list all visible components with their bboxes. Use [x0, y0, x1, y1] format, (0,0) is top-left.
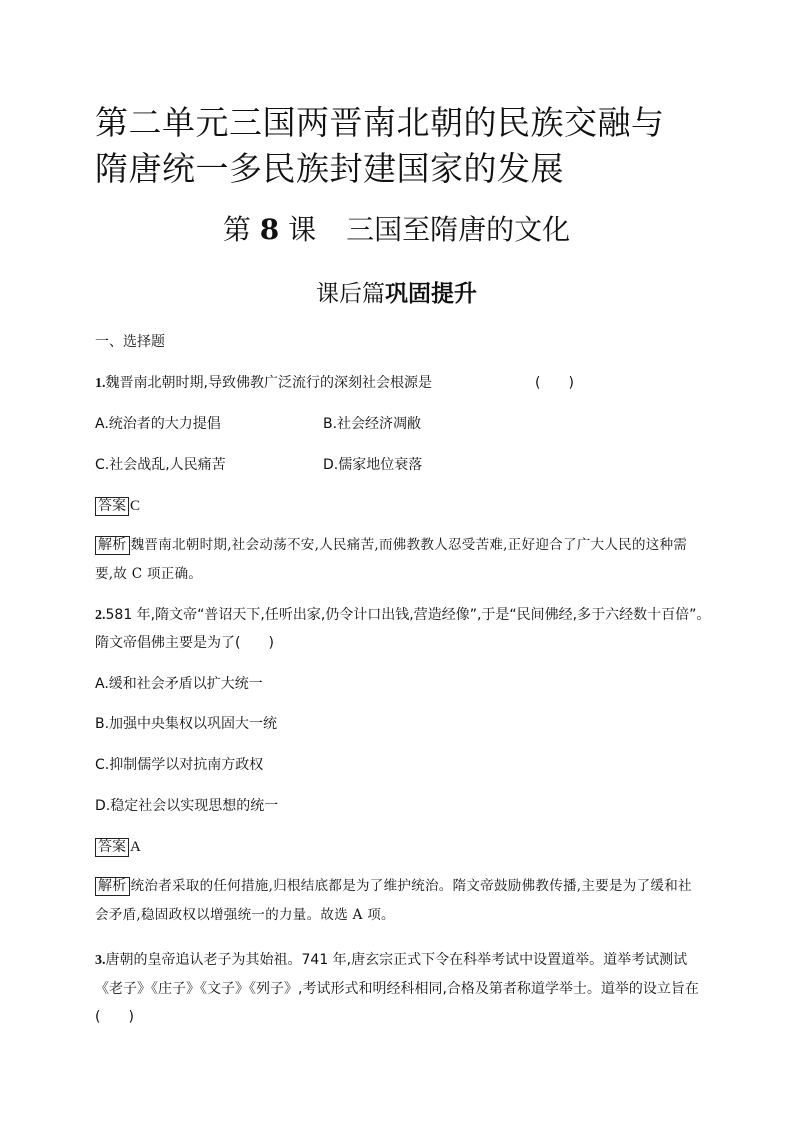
q2-option-b[interactable]: B.加强中央集权以巩固大一统 [95, 716, 278, 732]
answer-tag: 答案 [95, 497, 129, 516]
q1-answer-letter: C [130, 498, 141, 514]
q1-option-a[interactable]: A.统治者的大力提倡 [95, 416, 221, 432]
q1-analysis [95, 531, 701, 589]
q1-option-b[interactable]: B.社会经济凋敝 [323, 416, 422, 432]
q1-answer [95, 496, 140, 516]
analysis-tag: 解析 [95, 877, 130, 896]
analysis-tag: 解析 [95, 536, 130, 555]
question-3-text: 唐朝的皇帝追认老子为其始祖。741 年,唐玄宗正式下令在科举考试中设置道举。道举考试测试《老子》《庄子》《文子》《列子》,考试形式和明经科相同,合格及第者称道学举士。道举的设立旨在( ) [95, 952, 699, 1025]
q2-analysis [95, 872, 701, 930]
question-2 [95, 605, 710, 626]
question-2-line-1: 581 年,隋文帝“普诏天下,任听出家,仍令计口出钱,营造经像”,于是“民间佛经,多于六经数十百倍”。 [105, 607, 711, 623]
answer-tag: 答案 [95, 838, 129, 857]
question-2-line-2: 隋文帝倡佛主要是为了( ) [95, 635, 274, 651]
q2-option-c[interactable]: C.抑制儒学以对抗南方政权 [95, 757, 264, 773]
lesson-number: 8 [259, 213, 280, 246]
question-1 [95, 373, 432, 394]
question-1-number: 1. [95, 376, 106, 391]
unit-title [95, 100, 735, 192]
section-heading: 一、选择题 [95, 334, 165, 350]
q1-option-c[interactable]: C.社会战乱,人民痛苦 [95, 457, 226, 473]
question-1-paren: ( ) [535, 375, 574, 391]
q2-analysis-text: 统治者采取的任何措施,归根结底都是为了维护统治。隋文帝鼓励佛教传播,主要是为了缓和社会矛盾,稳固政权以增强统一的力量。故选 A 项。 [95, 878, 692, 923]
lesson-prefix: 第 [222, 213, 251, 246]
lesson-suffix: 课 [288, 213, 317, 246]
question-3-number: 3. [95, 953, 106, 968]
lesson-name: 三国至隋唐的文化 [346, 213, 571, 246]
unit-title-line-2: 隋唐统一多民族封建国家的发展 [95, 149, 564, 188]
question-1-text: 魏晋南北朝时期,导致佛教广泛流行的深刻社会根源是 [105, 375, 432, 391]
q2-answer-letter: A [130, 839, 141, 855]
sub-title [0, 277, 793, 311]
unit-title-line-1: 第二单元三国两晋南北朝的民族交融与 [95, 103, 665, 142]
sub-title-normal: 课后篇 [316, 281, 385, 307]
question-3 [95, 946, 701, 1031]
q2-option-d[interactable]: D.稳定社会以实现思想的统一 [95, 798, 279, 814]
lesson-title [0, 210, 793, 250]
sub-title-bold: 巩固提升 [385, 281, 477, 307]
q2-option-a[interactable]: A.缓和社会矛盾以扩大统一 [95, 676, 263, 692]
question-2-number: 2. [95, 608, 106, 623]
q1-analysis-text: 魏晋南北朝时期,社会动荡不安,人民痛苦,而佛教教人忍受苦难,正好迎合了广大人民的这种需要,故 C 项正确。 [95, 537, 688, 582]
q2-answer [95, 837, 141, 857]
q1-option-d[interactable]: D.儒家地位衰落 [323, 457, 423, 473]
